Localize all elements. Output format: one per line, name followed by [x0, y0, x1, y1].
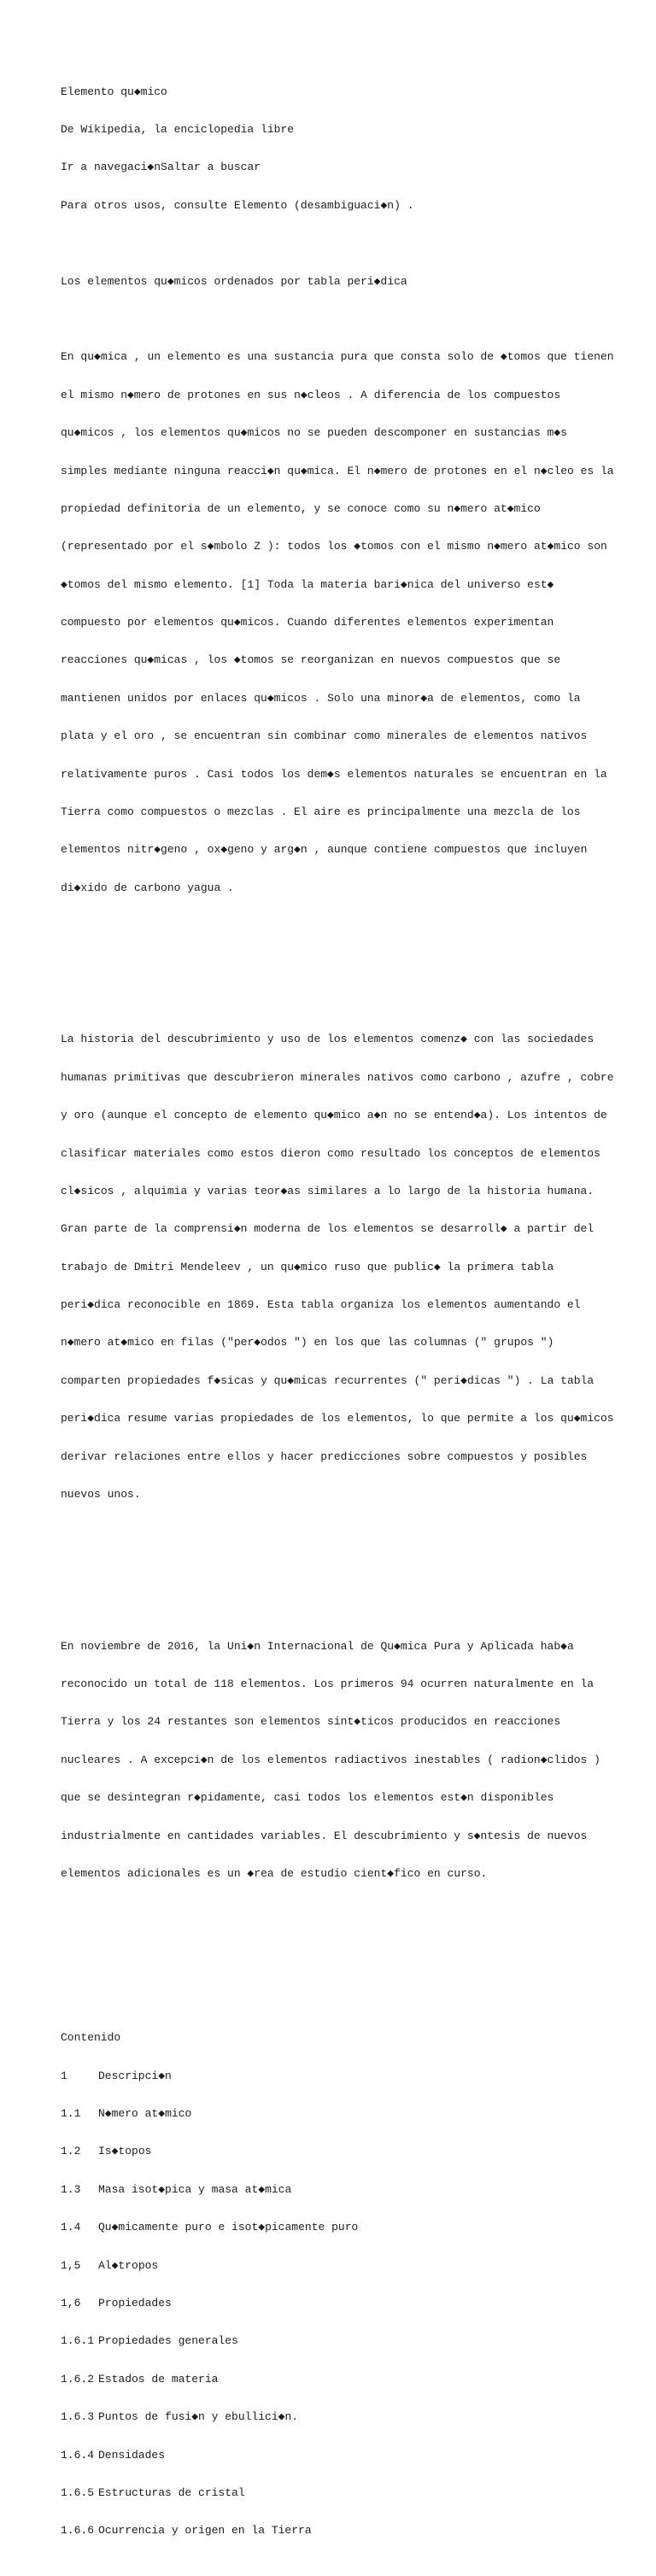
toc-number: 1.4: [61, 2221, 81, 2234]
toc-label: N◆mero at◆mico: [98, 2107, 192, 2121]
paragraph-line: peri◆dica resume varias propiedades de los elementos, lo que permite a los qu◆micos: [61, 1412, 614, 1426]
paragraph-line: derivar relaciones entre ellos y hacer predicciones sobre compuestos y posibles: [61, 1449, 588, 1463]
paragraph-line: peri◆dica reconocible en 1869. Esta tabla organiza los elementos aumentando el: [61, 1298, 581, 1312]
toc-number: 1.6.3: [61, 2410, 95, 2424]
paragraph-line: propiedad definitoria de un elemento, y se conoce como su n◆mero at◆mico: [61, 501, 541, 515]
paragraph-line: reacciones qu◆micas , los ◆tomos se reorganizan en nuevos compuestos que se: [61, 653, 561, 667]
toc-label: Propiedades generales: [98, 2334, 238, 2348]
paragraph-line: Tierra como compuestos o mezclas . El aire es principalmente una mezcla de los: [61, 805, 581, 819]
paragraph-gap: [61, 1565, 650, 1578]
paragraph-line: Tierra y los 24 restantes son elementos sint◆ticos producidos en reacciones: [61, 1715, 561, 1729]
toc-item[interactable]: [61, 2222, 650, 2234]
paragraph-line: humanas primitivas que descubrieron minerales nativos como carbono , azufre , cobre: [61, 1070, 614, 1084]
paragraph-line: n◆mero at◆mico en filas ("per◆odos ") en los que las columnas (" grupos "): [61, 1336, 554, 1349]
toc-item[interactable]: [61, 2335, 650, 2348]
toc-number: 1.6.1: [61, 2334, 95, 2348]
paragraph-line: compuesto por elementos qu◆micos. Cuando diferentes elementos experimentan: [61, 616, 554, 629]
paragraph-line: En noviembre de 2016, la Uni◆n Internacional de Qu◆mica Pura y Aplicada hab◆a: [61, 1639, 574, 1653]
image-caption: Los elementos qu◆micos ordenados por tabla peri◆dica: [61, 274, 407, 288]
paragraph-line: La historia del descubrimiento y uso de los elementos comenz◆ con las sociedades: [61, 1033, 594, 1046]
toc-number: 1.6.6: [61, 2524, 95, 2538]
toc-label: Estados de materia: [98, 2372, 219, 2386]
toc-number: 1,5: [61, 2258, 81, 2272]
toc-item[interactable]: [61, 2184, 650, 2197]
paragraph-line: elementos nitr◆geno , ox◆geno y arg◆n , aunque contiene compuestos que incluyen: [61, 843, 588, 857]
paragraph-line: el mismo n◆mero de protones en sus n◆cleos . A diferencia de los compuestos: [61, 388, 561, 401]
toc-item[interactable]: [61, 2450, 650, 2462]
paragraph-line: relativamente puros . Casi todos los dem◆s elementos naturales se encuentran en la: [61, 767, 607, 781]
paragraph-line: plata y el oro , se encuentran sin combinar como minerales de elementos nativos: [61, 729, 588, 743]
paragraph-line: nucleares . A excepci◆n de los elementos radiactivos inestables ( radion◆clidos ): [61, 1753, 600, 1766]
toc-item[interactable]: [61, 2260, 650, 2273]
table-of-contents: [61, 2007, 650, 2563]
toc-label: Estructuras de cristal: [98, 2486, 245, 2499]
paragraph-gap: [61, 237, 650, 250]
elements-count-paragraph: [61, 1615, 650, 1906]
toc-item[interactable]: [61, 2298, 650, 2310]
toc-number: 1: [61, 2069, 67, 2082]
toc-item[interactable]: [61, 2411, 650, 2424]
paragraph-line: Gran parte de la comprensi◆n moderna de los elementos se desarroll◆ a partir del: [61, 1222, 594, 1236]
toc-number: 1.3: [61, 2182, 81, 2196]
document-page: [61, 61, 650, 2576]
toc-number: 1,6: [61, 2297, 81, 2310]
toc-number: 1.1: [61, 2107, 81, 2121]
toc-label: Al◆tropos: [98, 2258, 159, 2272]
paragraph-line: industrialmente en cantidades variables. El descubrimiento y s◆ntesis de nuevos: [61, 1829, 588, 1842]
paragraph-line: que se desintegran r◆pidamente, casi todos los elementos est◆n disponibles: [61, 1791, 554, 1805]
other-uses-note: Para otros usos, consulte Elemento (desambiguaci◆n) .: [61, 198, 414, 212]
toc-heading: Contenido: [61, 2031, 121, 2045]
paragraph-line: clasificar materiales como estos dieron como resultado los conceptos de elementos: [61, 1146, 600, 1160]
paragraph-line: En qu◆mica , un elemento es una sustancia pura que consta solo de ◆tomos que tienen: [61, 350, 614, 364]
toc-item[interactable]: [61, 2070, 650, 2083]
intro-paragraph: [61, 326, 650, 920]
toc-label: Ocurrencia y origen en la Tierra: [98, 2524, 312, 2538]
navigation-links: Ir a navegaci◆nSaltar a buscar: [61, 161, 261, 174]
paragraph-line: reconocido un total de 118 elementos. Los primeros 94 ocurren naturalmente en la: [61, 1677, 594, 1690]
toc-number: 1.6.5: [61, 2486, 95, 2499]
toc-number: 1.6.2: [61, 2372, 95, 2386]
paragraph-line: di◆xido de carbono yagua .: [61, 881, 234, 894]
toc-label: Puntos de fusi◆n y ebullici◆n.: [98, 2410, 299, 2424]
toc-label: Propiedades: [98, 2297, 172, 2310]
toc-label: Densidades: [98, 2448, 166, 2462]
history-paragraph: [61, 1009, 650, 1527]
paragraph-line: qu◆micos , los elementos qu◆micos no se pueden descomponer en sustancias m◆s: [61, 426, 567, 440]
toc-item[interactable]: [61, 2374, 650, 2386]
paragraph-line: nuevos unos.: [61, 1488, 141, 1502]
paragraph-line: simples mediante ninguna reacci◆n qu◆mica. El n◆mero de protones en el n◆cleo es la: [61, 464, 614, 477]
toc-label: Is◆topos: [98, 2145, 152, 2158]
toc-label: Descripci◆n: [98, 2069, 172, 2082]
paragraph-line: cl◆sicos , alquimia y varias teor◆as similares a lo largo de la historia humana.: [61, 1184, 594, 1197]
toc-item[interactable]: [61, 2487, 650, 2500]
paragraph-line: (representado por el s◆mbolo Z ): todos los ◆tomos con el mismo n◆mero at◆mico son: [61, 540, 607, 553]
toc-label: Qu◆micamente puro e isot◆picamente puro: [98, 2221, 359, 2234]
toc-number: 1.2: [61, 2145, 81, 2158]
paragraph-line: ◆tomos del mismo elemento. [1] Toda la materia bari◆nica del universo est◆: [61, 577, 554, 591]
toc-item[interactable]: [61, 2525, 650, 2538]
paragraph-line: elementos adicionales es un ◆rea de estudio cient◆fico en curso.: [61, 1866, 488, 1880]
paragraph-line: mantienen unidos por enlaces qu◆micos . Solo una minor◆a de elementos, como la: [61, 691, 581, 705]
paragraph-gap: [61, 958, 650, 971]
paragraph-line: trabajo de Dmitri Mendeleev , un qu◆mico ruso que public◆ la primera tabla: [61, 1260, 554, 1273]
toc-number: 1.6.4: [61, 2448, 95, 2462]
paragraph-line: comparten propiedades f◆sicas y qu◆micas recurrentes (" peri◆dicas ") . La tabla: [61, 1373, 594, 1387]
section-gap: [61, 1944, 650, 1970]
toc-item[interactable]: [61, 2108, 650, 2121]
toc-item[interactable]: [61, 2146, 650, 2158]
toc-label: Masa isot◆pica y masa at◆mica: [98, 2182, 292, 2196]
paragraph-line: y oro (aunque el concepto de elemento qu◆mico a◆n no se entend◆a). Los intentos de: [61, 1109, 607, 1122]
article-title: Elemento qu◆mico: [61, 85, 167, 98]
article-subtitle: De Wikipedia, la enciclopedia libre: [61, 122, 295, 136]
